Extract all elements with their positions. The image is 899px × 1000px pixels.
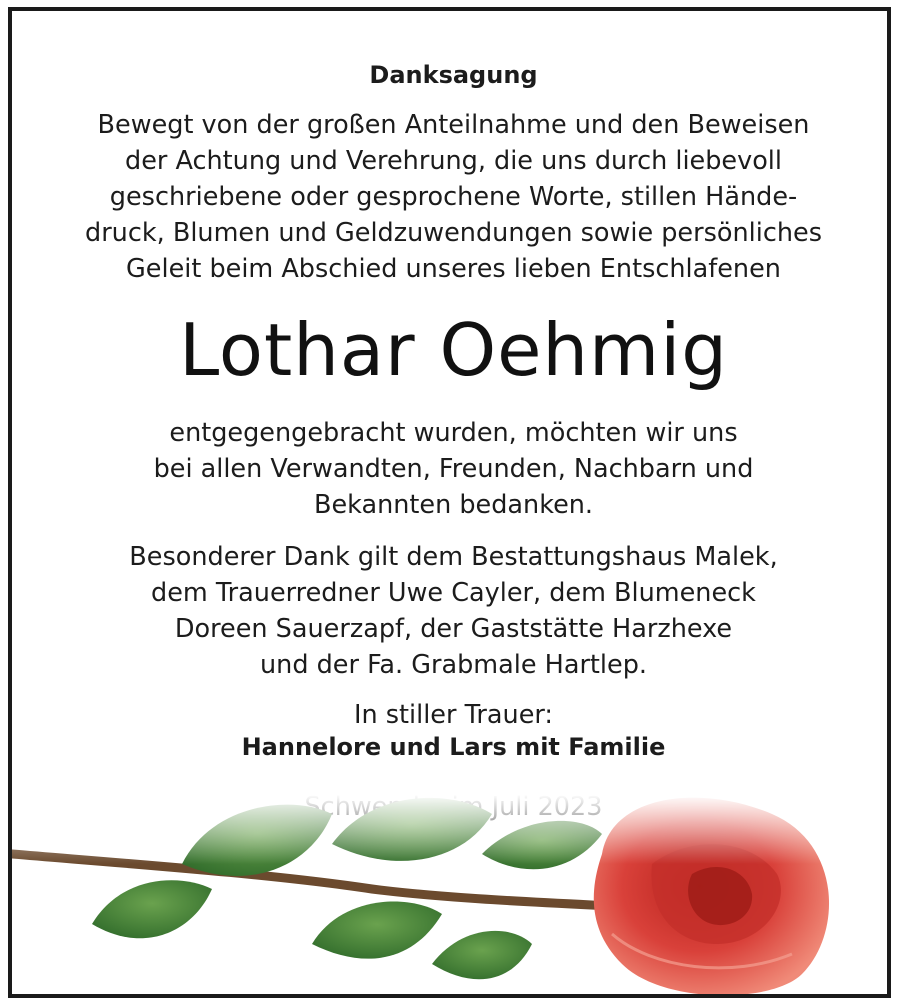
intro-line: Bewegt von der großen Anteilnahme und den Beweisen: [97, 110, 810, 140]
special-thanks-line: Besonderer Dank gilt dem Bestattungshaus Malek,: [129, 542, 778, 572]
thanks-line: entgegengebracht wurden, möchten wir uns: [169, 418, 738, 448]
thanks-line: Bekannten bedanken.: [313, 490, 594, 520]
special-thanks-line: und der Fa. Grabmale Hartlep.: [260, 650, 647, 680]
thanks-text: [12, 415, 891, 523]
intro-line: druck, Blumen und Geldzuwendungen sowie persönliches: [85, 218, 822, 248]
family-signature: Hannelore und Lars mit Familie: [241, 733, 666, 761]
mourning-label: In stiller Trauer:: [353, 700, 554, 730]
special-thanks-text: [12, 539, 891, 683]
intro-text: [12, 107, 891, 287]
notice-heading: Danksagung: [369, 61, 538, 89]
obituary-card: [8, 7, 891, 998]
intro-line: der Achtung und Verehrung, die uns durch liebevoll: [125, 146, 782, 176]
special-thanks-line: dem Trauerredner Uwe Cayler, dem Blumeneck: [151, 578, 756, 608]
deceased-name: Lothar Oehmig: [179, 308, 728, 392]
special-thanks-line: Doreen Sauerzapf, der Gaststätte Harzhexe: [174, 614, 733, 644]
thanks-line: bei allen Verwandten, Freunden, Nachbarn und: [153, 454, 754, 484]
intro-line: geschriebene oder gesprochene Worte, stillen Hände-: [109, 182, 798, 212]
intro-line: Geleit beim Abschied unseres lieben Entschlafenen: [126, 254, 781, 284]
rose-illustration: [12, 794, 887, 994]
